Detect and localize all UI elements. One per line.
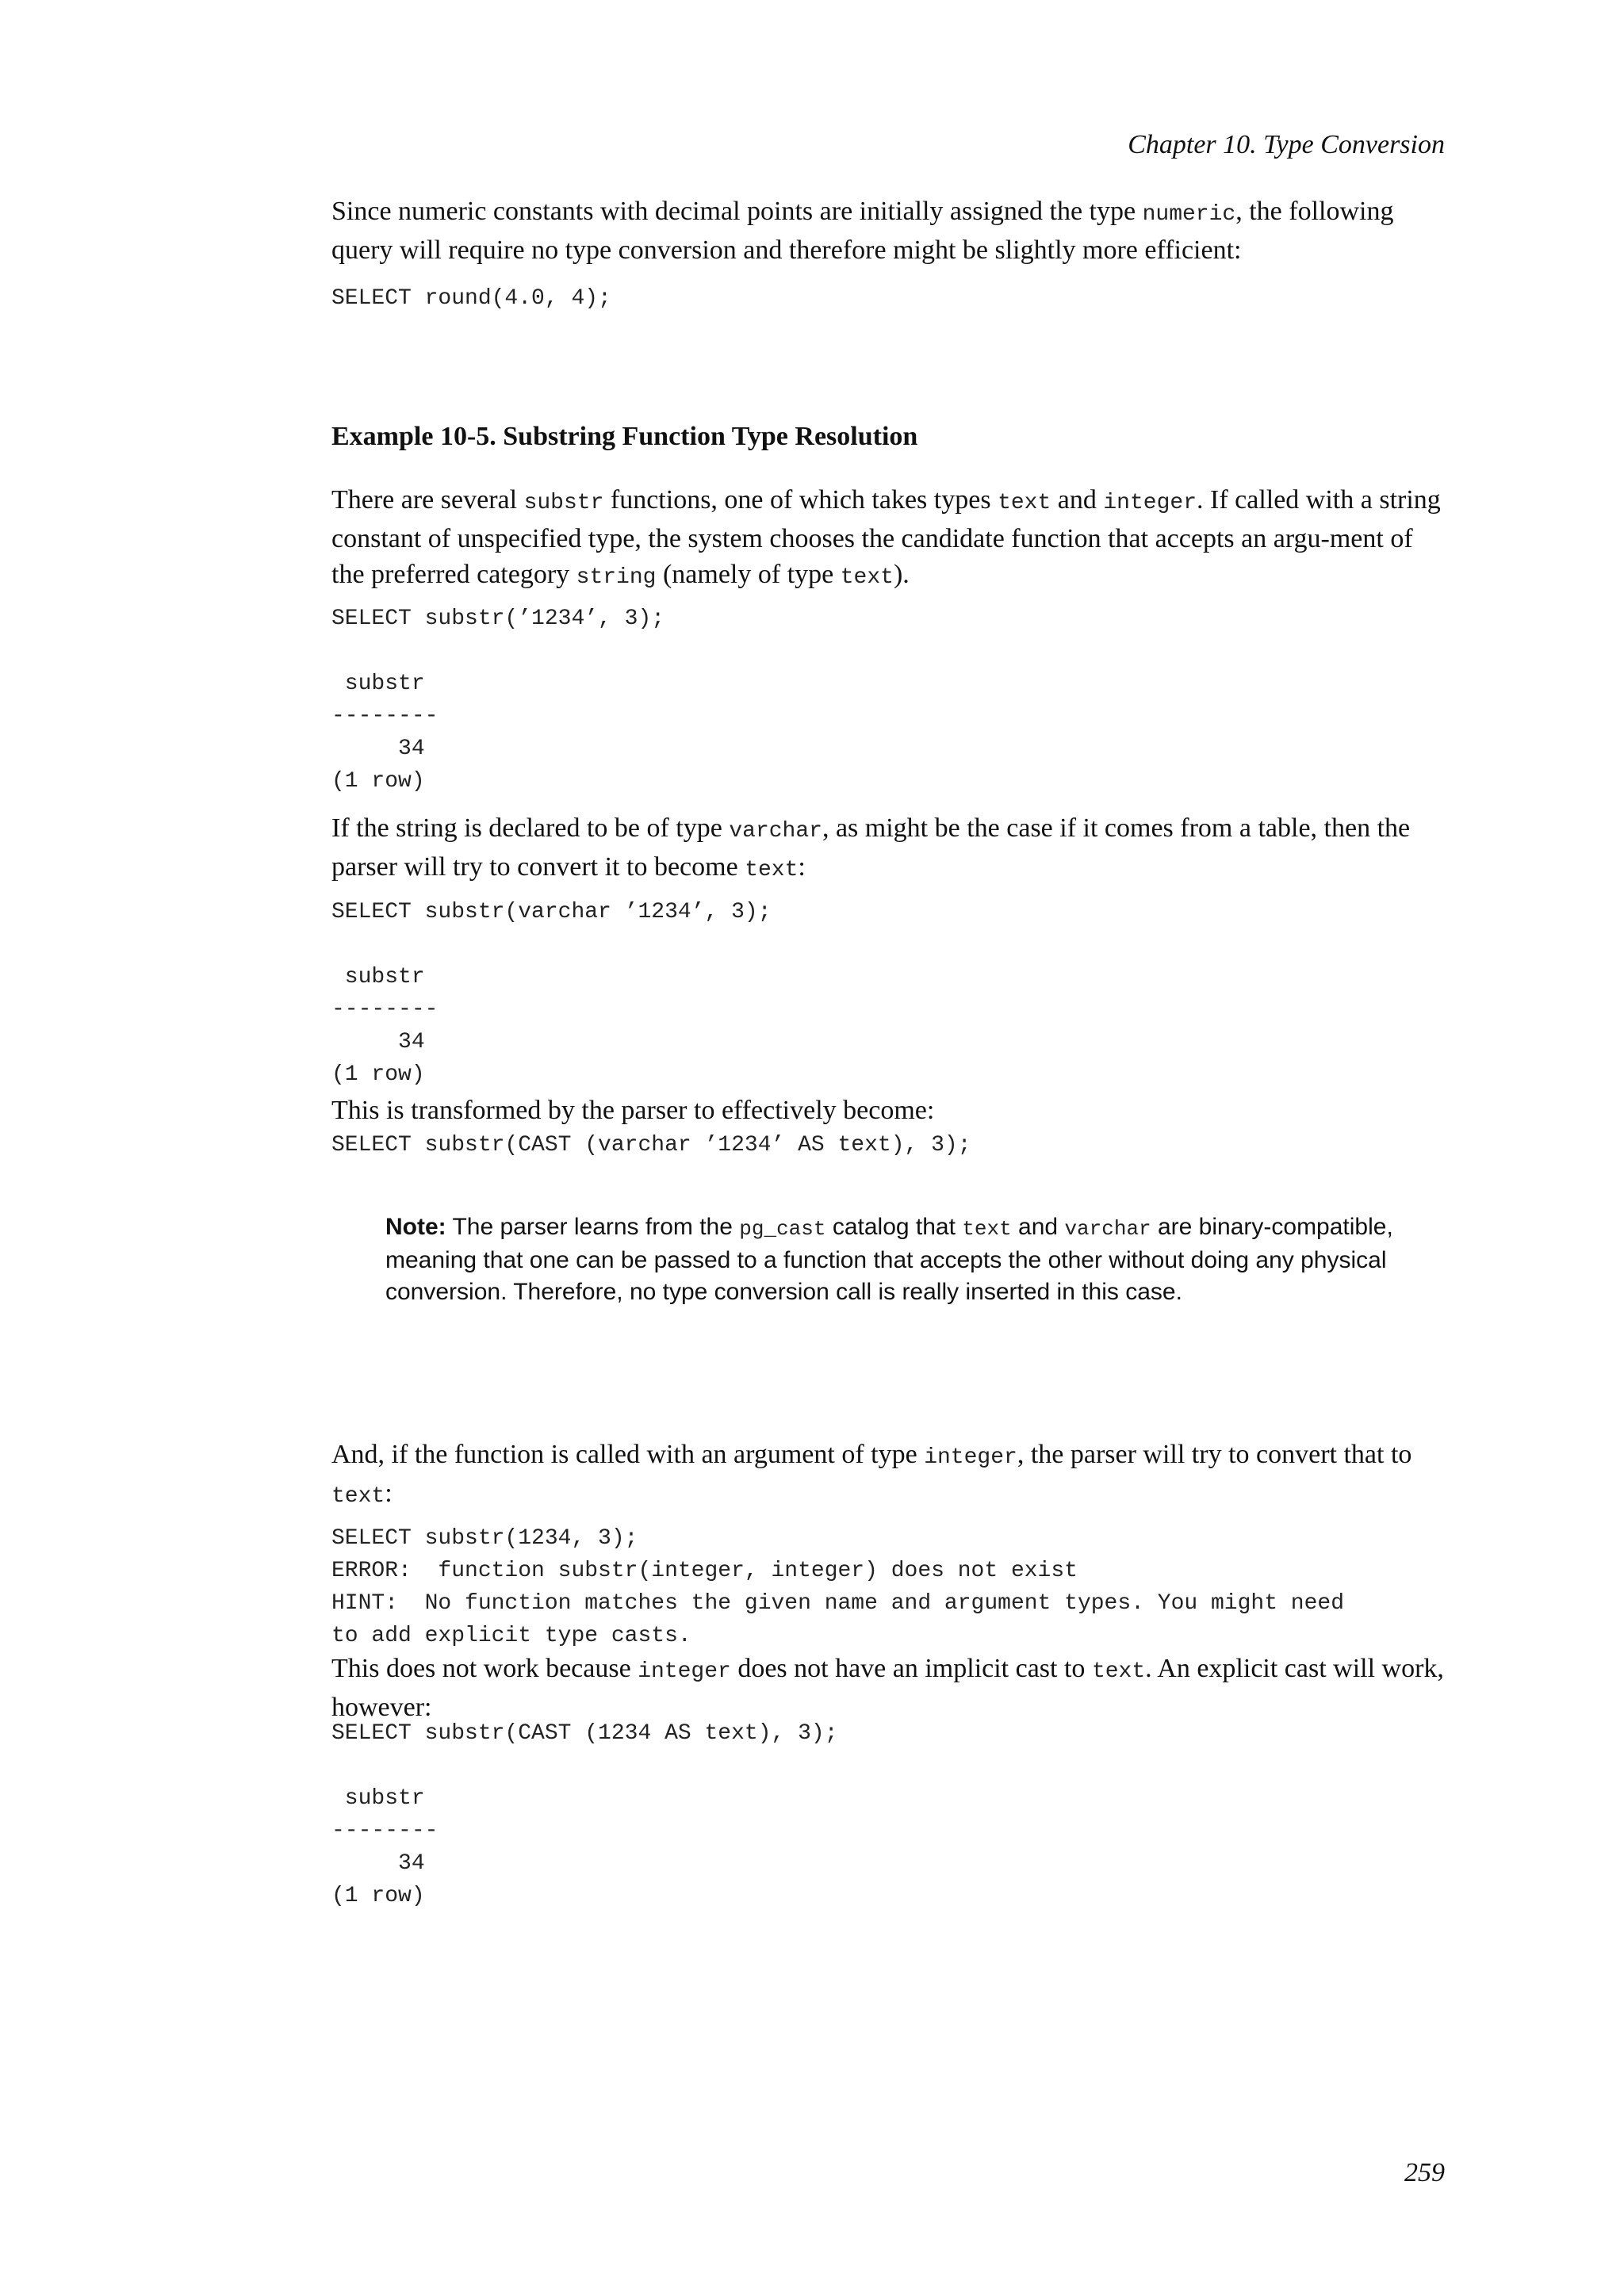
inline-code: text (840, 565, 894, 590)
code-block-substr-varchar: SELECT substr(varchar ’1234’, 3); substr -------- 34 (1 row) (331, 900, 772, 1087)
inline-code: varchar (1064, 1217, 1151, 1241)
paragraph-integer-argument: And, if the function is called with an argument of type integer, the parser will try to convert that to text: (331, 1440, 1412, 1509)
inline-code: text (962, 1217, 1012, 1241)
paragraph-varchar: If the string is declared to be of type varchar, as might be the case if it comes from a table, then the parser will try to convert it to become text: (331, 813, 1411, 882)
paragraph-substr-functions: There are several substr functions, one of which takes types text and integer. If called with a string constant of unspecified type, the system chooses the candidate function that accepts an argu-ment of the preferred category string (namely of type text). (331, 485, 1441, 590)
inline-code: text (745, 858, 799, 882)
code-block-substr-error: SELECT substr(1234, 3); ERROR: function substr(integer, integer) does not exist HINT: No function matches the given name and argument types. You might need to add explicit type casts. (331, 1526, 1345, 1648)
inline-code: integer (638, 1659, 731, 1684)
code-block-cast-varchar: SELECT substr(CAST (varchar ’1234’ AS text), 3); (331, 1133, 971, 1158)
inline-code: pg_cast (739, 1217, 826, 1241)
paragraph-no-implicit-cast: This does not work because integer does not have an implicit cast to text. An explicit cast will work, however: (331, 1654, 1444, 1722)
note-label: Note: (385, 1214, 446, 1240)
inline-code: text (998, 491, 1051, 515)
inline-code: substr (523, 491, 604, 515)
paragraph-transformed: This is transformed by the parser to effectively become: (331, 1096, 935, 1125)
code-block-substr-literal: SELECT substr(’1234’, 3); substr -------- 34 (1 row) (331, 607, 665, 794)
code-block-round: SELECT round(4.0, 4); (331, 286, 611, 311)
inline-code: integer (924, 1445, 1017, 1470)
example-title: Example 10-5. Substring Function Type Resolution (331, 422, 918, 451)
inline-code: varchar (729, 819, 822, 844)
note-box: Note: The parser learns from the pg_cast catalog that text and varchar are binary-compatible, meaning that one can be passed to a function that accepts the other without doing any physical conversion. Therefore, no type conversion call is really inserted in this case. (385, 1214, 1393, 1305)
code-block-cast-integer: SELECT substr(CAST (1234 AS text), 3); substr -------- 34 (1 row) (331, 1721, 838, 1908)
inline-code: string (576, 565, 657, 590)
inline-code: text (331, 1484, 385, 1509)
running-header: Chapter 10. Type Conversion (1128, 130, 1445, 159)
paragraph-numeric-constants: Since numeric constants with decimal points are initially assigned the type numeric, the following query will require no type conversion and therefore might be slightly more efficient: (331, 197, 1394, 265)
page-number: 259 (1404, 2158, 1445, 2187)
inline-code: text (1091, 1659, 1146, 1684)
inline-code: numeric (1142, 202, 1236, 227)
inline-code: integer (1103, 491, 1197, 515)
